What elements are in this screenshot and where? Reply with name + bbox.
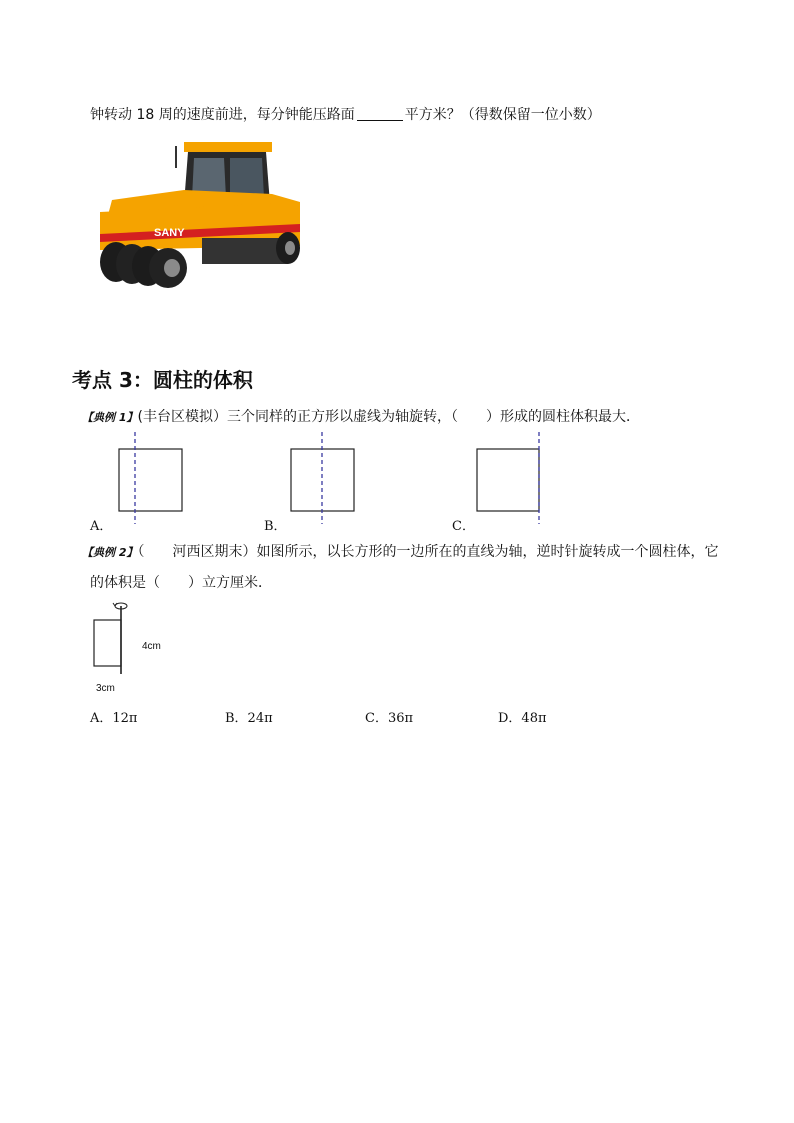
square-b — [291, 449, 354, 511]
roller-frame — [202, 238, 288, 264]
example1-option-a: A． — [90, 519, 113, 534]
rotation-arrowhead-icon — [113, 603, 117, 606]
section-title: 考点 3：圆柱的体积 — [72, 368, 253, 392]
example2-option-a: A．12π — [90, 711, 138, 726]
example1-tag: 【典例 1】 — [82, 411, 138, 424]
height-label: 4cm — [142, 641, 161, 652]
roller-hub-front — [164, 259, 180, 277]
example2-option-d: D．48π — [498, 711, 547, 726]
example2-question-line2: 的体积是（ ）立方厘米． — [90, 575, 272, 591]
answer-blank — [357, 106, 403, 121]
example1-option-b: B． — [264, 519, 287, 534]
example2-option-b: B．24π — [225, 711, 273, 726]
roller-brand-logo: SANY — [154, 227, 185, 239]
roller-cab-window-right — [230, 158, 264, 198]
intro-text-after: 平方米？（得数保留一位小数） — [404, 107, 601, 123]
intro-text-before: 钟转动 18 周的速度前进，每分钟能压路面 — [90, 107, 355, 123]
square-a — [119, 449, 182, 511]
roller-cab-roof — [184, 142, 272, 152]
width-label: 3cm — [96, 683, 115, 694]
example1-figures — [110, 430, 560, 526]
example1-question — [82, 406, 640, 426]
rectangle — [94, 620, 121, 666]
road-roller-image — [92, 138, 307, 288]
example2-tag: 【典例 2】 — [82, 546, 138, 559]
intro-text — [90, 104, 601, 124]
square-c — [477, 449, 539, 511]
example2-option-c: C．36π — [365, 711, 414, 726]
example2-figure — [88, 598, 138, 678]
example2-question-line1 — [82, 541, 718, 561]
roller-hub-rear — [285, 241, 295, 255]
example1-text: (丰台区模拟）三个同样的正方形以虚线为轴旋转，（ ）形成的圆柱体积最大． — [137, 409, 640, 425]
example2-text-line1: （ 河西区期末）如图所示，以长方形的一边所在的直线为轴，逆时针旋转成一个圆柱体，它 — [137, 544, 719, 560]
example1-option-c: C． — [452, 519, 475, 534]
